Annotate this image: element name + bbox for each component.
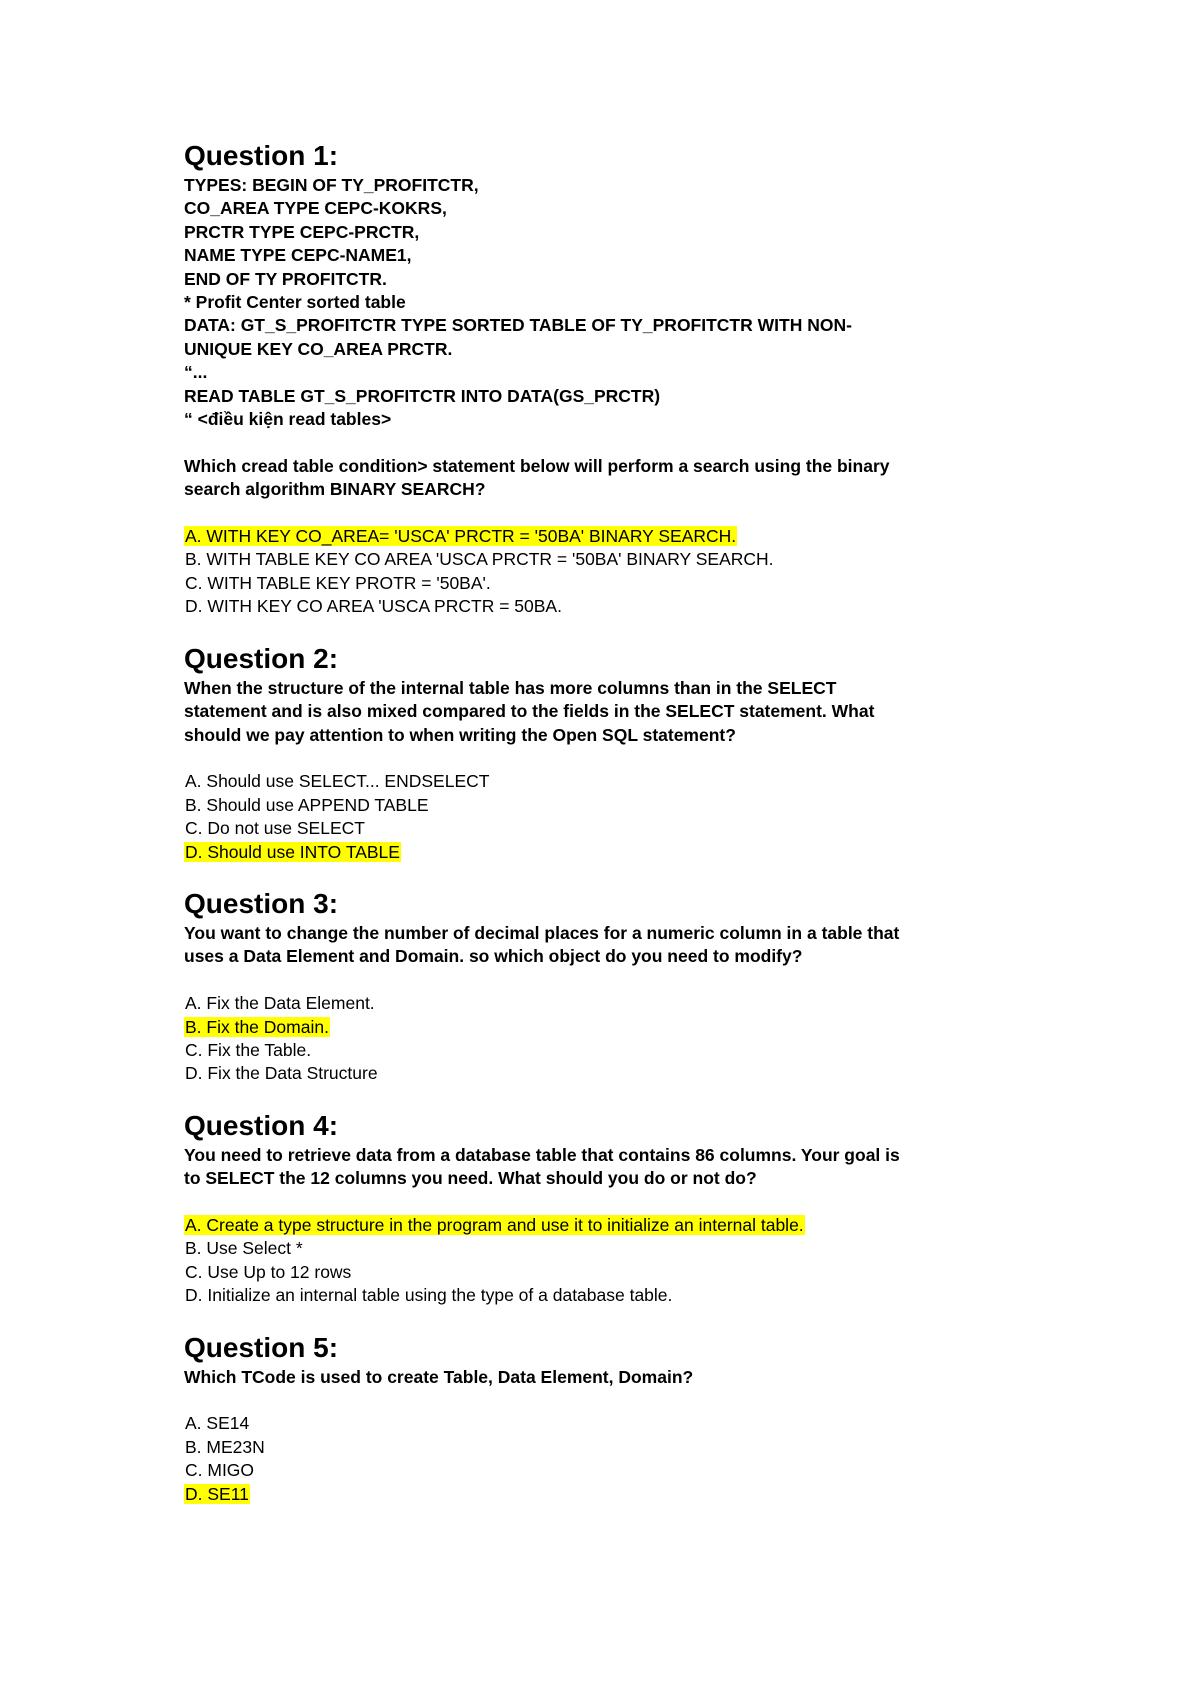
answer-option — [184, 572, 1064, 595]
question-block — [184, 1110, 1064, 1308]
question-prompt-line: search algorithm BINARY SEARCH? — [184, 479, 486, 500]
answer-option-text: A. SE14 — [185, 1413, 250, 1434]
question-block — [184, 140, 1064, 619]
answer-option — [184, 1039, 1064, 1062]
answer-option-highlighted — [184, 525, 1064, 548]
answer-option-highlighted — [184, 1214, 1064, 1237]
answer-option — [184, 1261, 1064, 1284]
code-line: DATA: GT_S_PROFITCTR TYPE SORTED TABLE OF TY_PROFITCTR WITH NON- — [184, 315, 852, 336]
answer-option — [184, 992, 1064, 1015]
answer-option-text: C. MIGO — [185, 1460, 255, 1481]
code-line: TYPES: BEGIN OF TY_PROFITCTR, — [184, 175, 479, 195]
code-line: PRCTR TYPE CEPC-PRCTR, — [184, 221, 420, 242]
question-prompt-line: to SELECT the 12 columns you need. What should you do or not do? — [184, 1168, 757, 1189]
question-block — [184, 1332, 1064, 1506]
question-prompt-line: You need to retrieve data from a database table that contains 86 columns. Your goal is — [184, 1144, 900, 1165]
answer-option — [184, 770, 1064, 793]
question-prompt-line: statement and is also mixed compared to the fields in the SELECT statement. What — [184, 701, 875, 722]
answer-option — [184, 794, 1064, 817]
answer-option-text: D. Fix the Data Structure — [185, 1063, 378, 1084]
question-title: Question 5: — [184, 1331, 339, 1363]
answer-option — [184, 1436, 1064, 1459]
answer-option-highlighted — [184, 841, 1064, 864]
answer-option — [184, 1459, 1064, 1482]
question-block — [184, 888, 1064, 1086]
answer-option-text: A. WITH KEY CO_AREA= 'USCA' PRCTR = '50BA' BINARY SEARCH. — [185, 526, 737, 547]
answer-option — [184, 1284, 1064, 1307]
answer-option-text: D. WITH KEY CO AREA 'USCA PRCTR = 50BA. — [185, 596, 562, 617]
question-title: Question 1: — [184, 140, 339, 171]
code-line: “ <điều kiện read tables> — [184, 409, 392, 430]
question-prompt-line: You want to change the number of decimal places for a numeric column in a table that — [184, 922, 900, 943]
code-line: END OF TY PROFITCTR. — [184, 268, 387, 289]
code-line: UNIQUE KEY CO_AREA PRCTR. — [184, 338, 453, 359]
answer-option-text: B. ME23N — [185, 1436, 265, 1457]
answer-option-text: C. Use Up to 12 rows — [185, 1261, 352, 1282]
answer-option-text: A. Fix the Data Element. — [185, 993, 375, 1014]
answer-option-text: B. Should use APPEND TABLE — [185, 794, 429, 815]
question-prompt-line: Which TCode is used to create Table, Data Element, Domain? — [184, 1366, 694, 1387]
answer-option-text: B. Fix the Domain. — [185, 1016, 329, 1037]
answer-option-text: C. Fix the Table. — [185, 1039, 312, 1060]
answer-option-text: B. WITH TABLE KEY CO AREA 'USCA PRCTR = '50BA' BINARY SEARCH. — [185, 549, 774, 570]
answer-option-text: D. SE11 — [185, 1483, 249, 1504]
code-line: “... — [184, 362, 208, 383]
code-line: READ TABLE GT_S_PROFITCTR INTO DATA(GS_PRCTR) — [184, 385, 661, 406]
answer-option — [184, 548, 1064, 571]
answer-option-text: A. Create a type structure in the program and use it to initialize an internal table. — [185, 1214, 804, 1235]
question-title: Question 2: — [184, 642, 339, 674]
question-prompt-line: uses a Data Element and Domain. so which object do you need to modify? — [184, 946, 803, 967]
question-title: Question 3: — [184, 887, 339, 919]
answer-option — [184, 1062, 1064, 1085]
answer-option-text: B. Use Select * — [185, 1238, 303, 1259]
answer-option — [184, 1412, 1064, 1435]
answer-option-highlighted — [184, 1016, 1064, 1039]
code-line: * Profit Center sorted table — [184, 292, 406, 313]
answer-option — [184, 817, 1064, 840]
answer-option-highlighted — [184, 1483, 1064, 1506]
question-title: Question 4: — [184, 1109, 339, 1141]
answer-option-text: C. WITH TABLE KEY PROTR = '50BA'. — [185, 572, 491, 593]
answer-option-text: D. Should use INTO TABLE — [185, 841, 400, 862]
code-line: CO_AREA TYPE CEPC-KOKRS, — [184, 198, 447, 219]
question-prompt-line: Which cread table condition> statement below will perform a search using the binary — [184, 455, 890, 476]
answer-option-text: C. Do not use SELECT — [185, 818, 365, 839]
document-page — [184, 140, 1064, 1530]
answer-option — [184, 595, 1064, 618]
answer-option — [184, 1237, 1064, 1260]
code-line: NAME TYPE CEPC-NAME1, — [184, 245, 412, 266]
answer-option-text: D. Initialize an internal table using the type of a database table. — [185, 1285, 673, 1306]
question-prompt-line: When the structure of the internal table has more columns than in the SELECT — [184, 677, 837, 698]
question-block — [184, 643, 1064, 864]
answer-option-text: A. Should use SELECT... ENDSELECT — [185, 771, 490, 792]
question-prompt-line: should we pay attention to when writing the Open SQL statement? — [184, 724, 736, 745]
